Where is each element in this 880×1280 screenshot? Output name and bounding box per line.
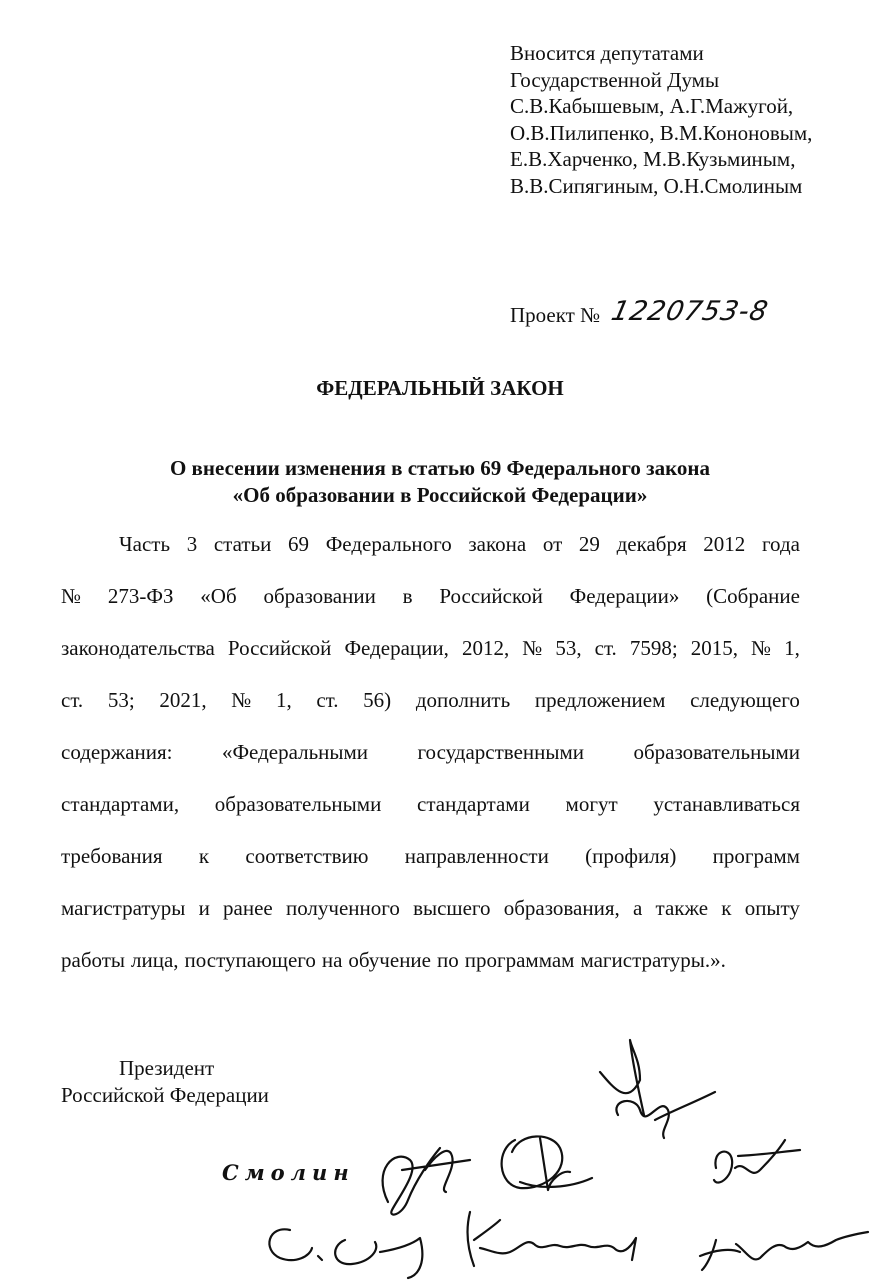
body-word: стандартами, — [61, 792, 180, 816]
body-word: № — [751, 636, 772, 660]
body-word: 69 — [288, 532, 310, 556]
body-word: Федерации» — [569, 584, 680, 608]
body-word: 7598; — [629, 636, 678, 660]
body-word: ст. — [316, 688, 339, 712]
body-line — [61, 792, 800, 820]
body-word: № — [522, 636, 543, 660]
title-line-2: «Об образовании в Российской Федерации» — [232, 483, 648, 507]
body-word: образовательными — [214, 792, 382, 816]
document-title — [0, 455, 880, 509]
body-word: «Федеральными — [221, 740, 369, 764]
body-word: дополнить — [415, 688, 511, 712]
body-word: работы — [61, 948, 126, 972]
body-word: 1, — [784, 636, 800, 660]
submitter-line: Вносится депутатами — [510, 41, 704, 65]
body-word: высшего — [413, 896, 491, 920]
body-word: полученного — [285, 896, 400, 920]
body-line — [61, 896, 800, 924]
body-word: 2015, — [690, 636, 738, 660]
body-word: к — [198, 844, 210, 868]
body-word: к — [721, 896, 732, 920]
body-word: 53; — [107, 688, 135, 712]
body-word: законодательства — [61, 636, 215, 660]
body-word: магистратуры.». — [580, 948, 726, 972]
project-number-handwritten: 1220753-8 — [608, 296, 772, 327]
body-word: предложением — [534, 688, 666, 712]
signature-6 — [467, 1212, 636, 1266]
body-word: 1, — [275, 688, 292, 712]
body-word: соответствию — [245, 844, 369, 868]
body-line — [61, 844, 800, 872]
president-country: Российской Федерации — [61, 1083, 269, 1107]
body-word: Российской — [439, 584, 543, 608]
body-word: 2012 — [703, 532, 746, 556]
signature-7 — [700, 1232, 868, 1270]
body-word: образовании — [263, 584, 376, 608]
submitter-line: В.В.Сипягиным, О.Н.Смолиным — [510, 173, 803, 198]
body-word: устанавливаться — [653, 792, 800, 816]
signature-3 — [600, 1040, 715, 1138]
body-line — [119, 532, 800, 560]
project-label: Проект № — [510, 303, 601, 327]
body-word: программам — [464, 948, 575, 972]
body-word: по — [437, 948, 459, 972]
body-word: также — [655, 896, 709, 920]
signature-4 — [714, 1140, 800, 1183]
body-word: 273-ФЗ — [107, 584, 174, 608]
body-word: 2021, — [159, 688, 207, 712]
body-word: магистратуры — [61, 896, 186, 920]
body-word: «Об — [200, 584, 237, 608]
body-word: и — [198, 896, 210, 920]
body-word: опыту — [744, 896, 800, 920]
body-word: государственными — [417, 740, 585, 764]
body-word: а — [632, 896, 643, 920]
body-word: на — [321, 948, 343, 972]
body-word: лица, — [131, 948, 179, 972]
body-word: № — [231, 688, 252, 712]
body-word: Федерации, — [344, 636, 449, 660]
submitter-line: Е.В.Харченко, М.В.Кузьминым, — [510, 147, 796, 171]
body-word: (Собрание — [706, 584, 800, 608]
president-title: Президент — [119, 1056, 215, 1080]
body-word: поступающего — [184, 948, 316, 972]
submitter-line: О.В.Пилипенко, В.М.Кононовым, — [510, 120, 813, 145]
body-word: требования — [61, 844, 163, 868]
body-word: декабря — [616, 532, 687, 556]
body-word: 53, — [555, 636, 582, 660]
body-word: (профиля) — [585, 844, 677, 868]
body-word: образовательными — [633, 740, 800, 764]
body-word: № — [61, 584, 82, 608]
title-line-1: О внесении изменения в статью 69 Федерального закона — [169, 456, 711, 480]
body-word: ст. — [594, 636, 617, 660]
signer-name: Смолин — [222, 1160, 355, 1185]
submitter-block — [510, 40, 812, 199]
signature-2 — [502, 1136, 592, 1190]
body-word: ст. — [61, 688, 84, 712]
body-word: 2012, — [461, 636, 510, 660]
body-word: 3 — [186, 532, 198, 556]
body-line — [61, 948, 800, 976]
body-line — [61, 688, 800, 716]
body-word: закона — [468, 532, 527, 556]
body-word: содержания: — [61, 740, 173, 764]
body-word: года — [761, 532, 800, 556]
body-word: обучение — [348, 948, 431, 972]
body-word: ранее — [223, 896, 273, 920]
body-word: следующего — [690, 688, 800, 712]
body-word: Российской — [227, 636, 332, 660]
body-word: образования, — [503, 896, 620, 920]
body-word: Федерального — [325, 532, 452, 556]
body-word: могут — [565, 792, 618, 816]
body-line — [61, 740, 800, 768]
body-word: Часть — [119, 532, 171, 556]
signature-5 — [269, 1229, 422, 1278]
body-word: от — [542, 532, 563, 556]
body-word: программ — [712, 844, 800, 868]
submitter-line: Государственной Думы — [510, 67, 720, 92]
body-word: стандартами — [417, 792, 530, 816]
body-word: 56) — [363, 688, 392, 712]
signature-1 — [383, 1148, 470, 1215]
body-word: 29 — [578, 532, 600, 556]
handwritten-signatures — [0, 1020, 880, 1280]
body-word: направленности — [404, 844, 549, 868]
document-type-heading: ФЕДЕРАЛЬНЫЙ ЗАКОН — [316, 376, 564, 400]
body-word: статьи — [213, 532, 272, 556]
body-line — [61, 584, 800, 612]
body-line — [61, 636, 800, 664]
submitter-line: С.В.Кабышевым, А.Г.Мажугой, — [510, 94, 794, 118]
body-word: в — [402, 584, 413, 608]
project-number-row — [510, 296, 772, 331]
